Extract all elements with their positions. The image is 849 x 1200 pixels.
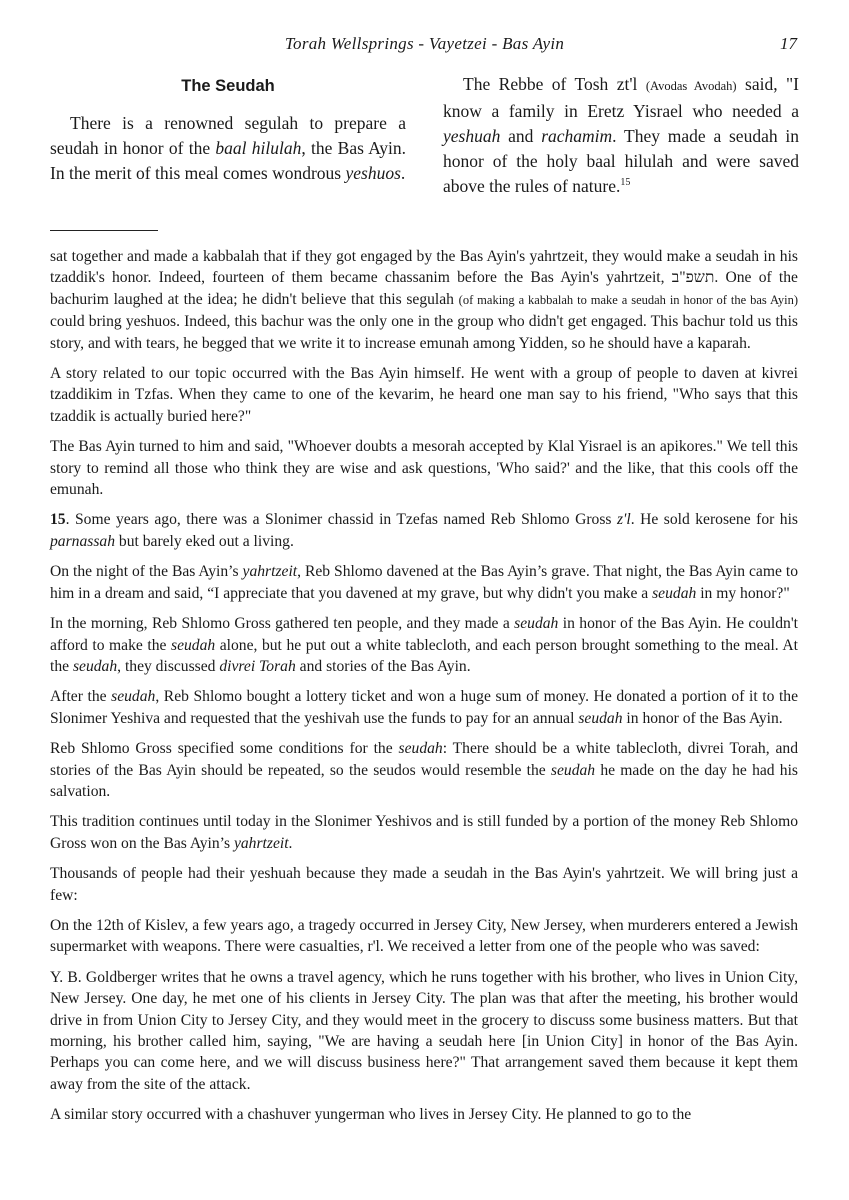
text-run: In the morning, Reb Shlomo Gross gathered ten people, and they made a xyxy=(50,615,515,633)
text-run: and stories of the Bas Ayin. xyxy=(295,657,471,675)
section-heading: The Seudah xyxy=(181,77,275,95)
text-run: , the Bas Ayin. In the merit of this meal comes wondrous xyxy=(50,138,406,183)
text-run: This tradition continues until today in the Slonimer Yeshivos and is still funded by a portion of the money Reb Shlomo Gross won on the Bas Ayin’s xyxy=(50,813,798,852)
text-run: A similar story occurred with a chashuver yungerman who lives in Jersey City. He planned to go to the xyxy=(50,1106,692,1124)
italic-text: baal hilulah xyxy=(215,138,302,158)
footnote-paragraph xyxy=(50,509,798,552)
italic-text: rachamim xyxy=(541,126,613,146)
footnote-number: 15 xyxy=(50,511,66,529)
footnote-paragraph xyxy=(50,915,798,958)
text-run: said, "I know a family in Eretz Yisrael who needed a xyxy=(443,74,800,121)
page-number: 17 xyxy=(780,34,797,53)
text-run: . Some years ago, there was a Slonimer chassid in Tzefas named Reb Shlomo Gross xyxy=(65,511,617,529)
italic-text: seudah xyxy=(578,709,623,727)
footnote-paragraph xyxy=(50,363,798,427)
italic-text: parnassah xyxy=(50,532,115,550)
text-run: sat together and made a kabbalah that if they got engaged by the Bas Ayin's yahrtzeit, they would make a seudah in his tzaddik's honor. Indeed, fourteen of them became chassanim before the Bas Ayin's yahrtzeit, תשפ"ב. One of the bachurim laughed at the idea; he didn't believe that this segulah xyxy=(50,248,798,308)
footnote-paragraph xyxy=(50,811,798,854)
text-run: . They made a seudah in honor of the holy baal hilulah and were saved above the rules of nature. xyxy=(443,126,799,196)
text-run: , Reb Shlomo davened at the Bas Ayin’s grave. That night, the Bas Ayin came to him in a dream and said, “I appreciate that you davened at my grave, but why didn't you make a xyxy=(50,563,798,602)
text-run: could bring yeshuos. Indeed, this bachur was the only one in the group who didn't get engaged. This bachur told us this story, and with tears, he begged that we write it to increase emunah among Yidden, so he should have a kaparah. xyxy=(50,313,798,352)
italic-text: seudah xyxy=(652,584,697,602)
text-run: After the xyxy=(50,688,112,706)
text-run: There is a renowned segulah to prepare a seudah in honor of the xyxy=(50,113,406,158)
text-run: and xyxy=(500,126,542,146)
text-run: , they discussed xyxy=(117,657,220,675)
footnote-paragraph xyxy=(50,967,798,1095)
footnote-paragraph xyxy=(50,863,798,906)
text-run: but barely eked out a living. xyxy=(115,532,294,550)
text-run: : There should be a white tablecloth, divrei Torah, and stories of the Bas Ayin should be repeated, so the seudos would resemble the xyxy=(50,740,798,779)
left-column xyxy=(50,72,406,186)
text-run: . xyxy=(288,834,293,852)
text-run: in my honor?" xyxy=(696,584,790,602)
footnotes xyxy=(50,246,798,1135)
italic-text: seudah xyxy=(514,615,559,633)
italic-text: yeshuos xyxy=(345,163,401,183)
text-run: . He sold kerosene for his xyxy=(630,511,798,529)
text-run: . xyxy=(400,163,406,183)
italic-text: seudah xyxy=(171,636,216,654)
footnote-paragraph xyxy=(50,1104,798,1125)
italic-text: z'l xyxy=(616,511,631,529)
footnote-paragraph xyxy=(50,436,798,500)
text-run: in honor of the Bas Ayin. xyxy=(622,709,783,727)
footnote-paragraph xyxy=(50,738,798,802)
footnote-paragraph xyxy=(50,686,798,729)
text-run: On the 12th of Kislev, a few years ago, a tragedy occurred in Jersey City, New Jersey, when murderers entered a Jewish supermarket with weapons. There were casualties, r'l. We received a letter from one of the people who was saved: xyxy=(50,916,798,956)
italic-text: yeshuah xyxy=(443,126,501,146)
italic-text: seudah xyxy=(111,688,156,706)
source-citation: (of making a kabbalah to make a seudah in honor of the bas Ayin) xyxy=(458,292,798,307)
body-paragraph xyxy=(443,72,799,199)
running-header-title: Torah Wellsprings - Vayetzei - Bas Ayin xyxy=(284,34,565,53)
text-run: Reb Shlomo Gross specified some conditions for the xyxy=(50,740,399,758)
text-run: alone, but he put out a white tablecloth, and each person brought something to the meal. At the xyxy=(50,636,798,675)
footnote-divider xyxy=(50,230,158,231)
source-citation: (Avodas Avodah) xyxy=(645,79,737,93)
italic-text: yahrtzeit xyxy=(242,563,298,581)
italic-text: seudah xyxy=(72,657,118,675)
footnote-paragraph xyxy=(50,561,798,604)
text-run: A story related to our topic occurred with the Bas Ayin himself. He went with a group of people to daven at kivrei tzaddikim in Tzfas. When they came to one of the kevarim, he heard one man say to his friend, "Who says that this tzaddik is actually buried here?" xyxy=(50,365,798,425)
footnote-ref: 15 xyxy=(620,177,631,189)
footnote-paragraph xyxy=(50,613,798,677)
text-run: The Rebbe of Tosh zt'l xyxy=(463,74,646,94)
text-run: Thousands of people had their yeshuah because they made a seudah in the Bas Ayin's yahrtzeit. We will bring just a few: xyxy=(50,865,798,904)
text-run: , Reb Shlomo bought a lottery ticket and won a huge sum of money. He donated a portion of it to the Slonimer Yeshiva and requested that the yeshivah use the funds to pay for an annual xyxy=(50,688,798,727)
text-run: Y. B. Goldberger writes that he owns a travel agency, which he runs together with his brother, who lives in Union City, New Jersey. One day, he met one of his clients in Jersey City. The plan was that after the meeting, his brother would drive in from Union City to Jersey City, and they would meet in the grocery to discuss some business matters. But that morning, his brother called him, saying, "We are having a seudah here [in Union City] in honor of the Bas Ayin. Perhaps you can come here, and we will discuss business here?" That arrangement saved them because it kept them away from the site of the attack. xyxy=(50,968,798,1093)
body-paragraph xyxy=(50,111,406,186)
italic-text: seudah xyxy=(398,740,443,758)
running-header xyxy=(0,34,849,58)
text-run: The Bas Ayin turned to him and said, "Whoever doubts a mesorah accepted by Klal Yisrael is an apikores." We tell this story to remind all those who think they are wise and ask questions, 'Who said?' and the like, that this cools off the emunah. xyxy=(50,438,798,499)
right-column xyxy=(443,72,799,199)
text-run: in honor of the Bas Ayin. He couldn't afford to make the xyxy=(50,615,798,654)
italic-text: seudah xyxy=(550,761,596,779)
footnote-paragraph xyxy=(50,246,798,354)
italic-text: yahrtzeit xyxy=(233,834,289,852)
italic-text: divrei Torah xyxy=(219,657,296,675)
text-run: he made on the day he had his salvation. xyxy=(50,761,799,800)
text-run: On the night of the Bas Ayin’s xyxy=(50,563,243,581)
